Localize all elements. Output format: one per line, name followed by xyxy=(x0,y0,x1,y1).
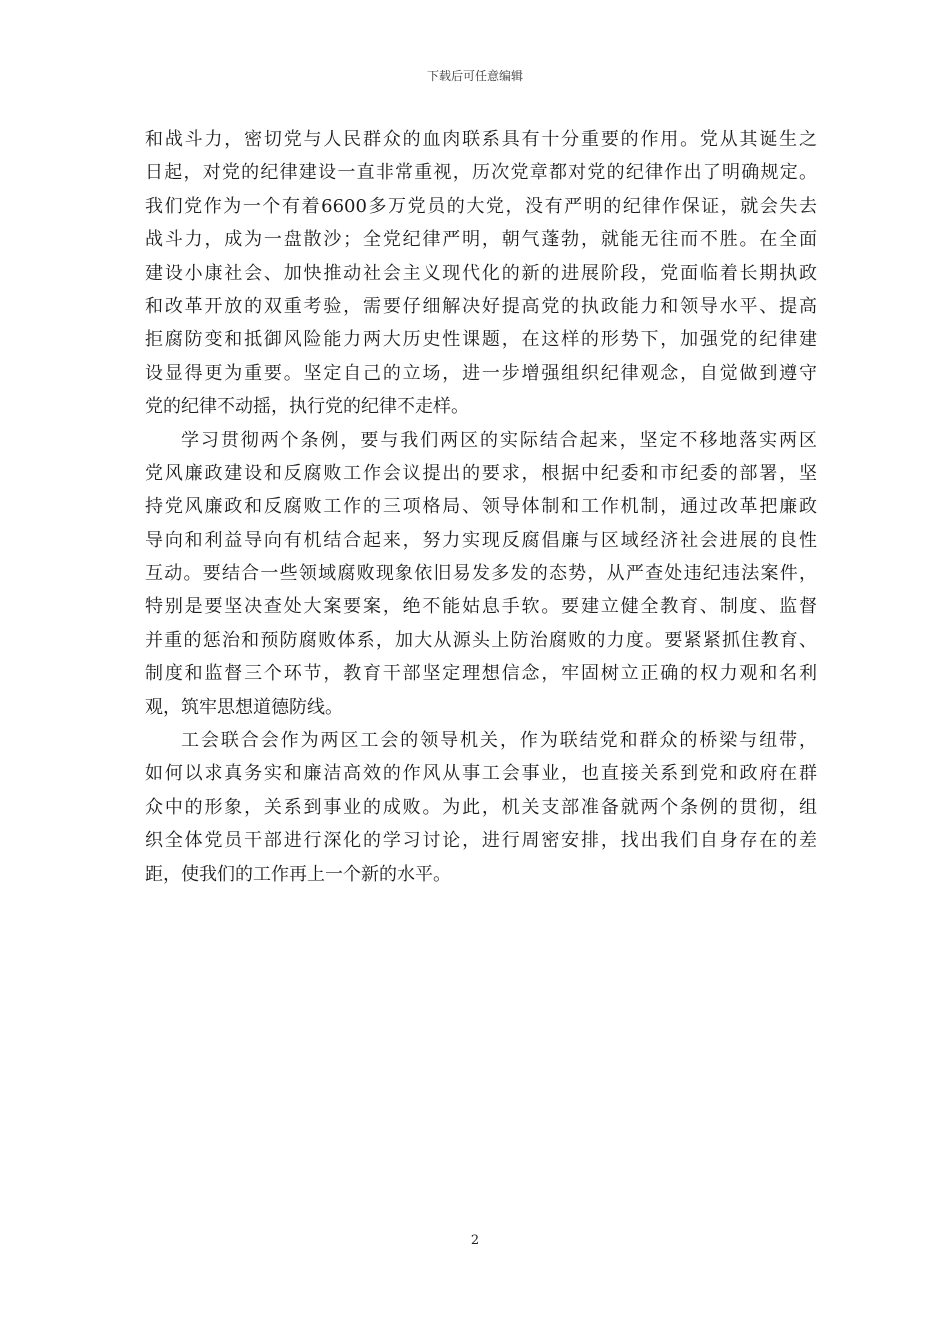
text-line: 织全体党员干部进行深化的学习讨论，进行周密安排，找出我们自身存在的差 xyxy=(145,830,817,852)
paragraph-2 xyxy=(145,424,817,725)
text-line: 制度和监督三个环节，教育干部坚定理想信念，牢固树立正确的权力观和名利 xyxy=(145,663,817,685)
page-header-note: 下载后可任意编辑 xyxy=(426,69,523,83)
text-line: 党风廉政建设和反腐败工作会议提出的要求，根据中纪委和市纪委的部署，坚 xyxy=(145,462,817,484)
text-line: 学习贯彻两个条例，要与我们两区的实际结合起来，坚定不移地落实两区 xyxy=(181,429,817,451)
text-line: 导向和利益导向有机结合起来，努力实现反腐倡廉与区域经济社会进展的良性 xyxy=(145,529,817,551)
text-line: 并重的惩治和预防腐败体系，加大从源头上防治腐败的力度。要紧紧抓住教育、 xyxy=(145,629,817,651)
document-body xyxy=(145,123,817,891)
text-line: 众中的形象，关系到事业的成败。为此，机关支部准备就两个条例的贯彻，组 xyxy=(145,796,817,818)
text-line: 日起，对党的纪律建设一直非常重视，历次党章都对党的纪律作出了明确规定。 xyxy=(145,162,817,184)
text-line: 建设小康社会、加快推动社会主义现代化的新的进展阶段，党面临着长期执政 xyxy=(145,262,817,284)
text-line: 观，筑牢思想道德防线。 xyxy=(145,696,343,718)
text-line: 如何以求真务实和廉洁高效的作风从事工会事业，也直接关系到党和政府在群 xyxy=(145,763,817,785)
page-number: 2 xyxy=(470,1233,480,1248)
text-line: 党的纪律不动摇，执行党的纪律不走样。 xyxy=(145,396,469,418)
text-line: 战斗力，成为一盘散沙；全党纪律严明，朝气蓬勃，就能无往而不胜。在全面 xyxy=(145,229,817,251)
text-line: 和战斗力，密切党与人民群众的血肉联系具有十分重要的作用。党从其诞生之 xyxy=(145,129,817,150)
text-line: 和改革开放的双重考验，需要仔细解决好提高党的执政能力和领导水平、提高 xyxy=(145,295,817,317)
paragraph-1 xyxy=(145,123,817,424)
text-line: 工会联合会作为两区工会的领导机关，作为联结党和群众的桥梁与纽带， xyxy=(181,730,817,752)
text-line: 互动。要结合一些领域腐败现象依旧易发多发的态势，从严查处违纪违法案件， xyxy=(145,563,817,585)
text-line: 特别是要坚决查处大案要案，绝不能姑息手软。要建立健全教育、制度、监督 xyxy=(145,596,817,618)
text-line: 拒腐防变和抵御风险能力两大历史性课题，在这样的形势下，加强党的纪律建 xyxy=(145,329,817,351)
text-line: 持党风廉政和反腐败工作的三项格局、领导体制和工作机制，通过改革把廉政 xyxy=(145,496,817,518)
paragraph-3 xyxy=(145,724,817,891)
text-line: 距，使我们的工作再上一个新的水平。 xyxy=(145,863,451,885)
text-line: 设显得更为重要。坚定自己的立场，进一步增强组织纪律观念，自觉做到遵守 xyxy=(145,362,817,384)
text-line: 我们党作为一个有着6600多万党员的大党，没有严明的纪律作保证，就会失去 xyxy=(145,195,817,217)
